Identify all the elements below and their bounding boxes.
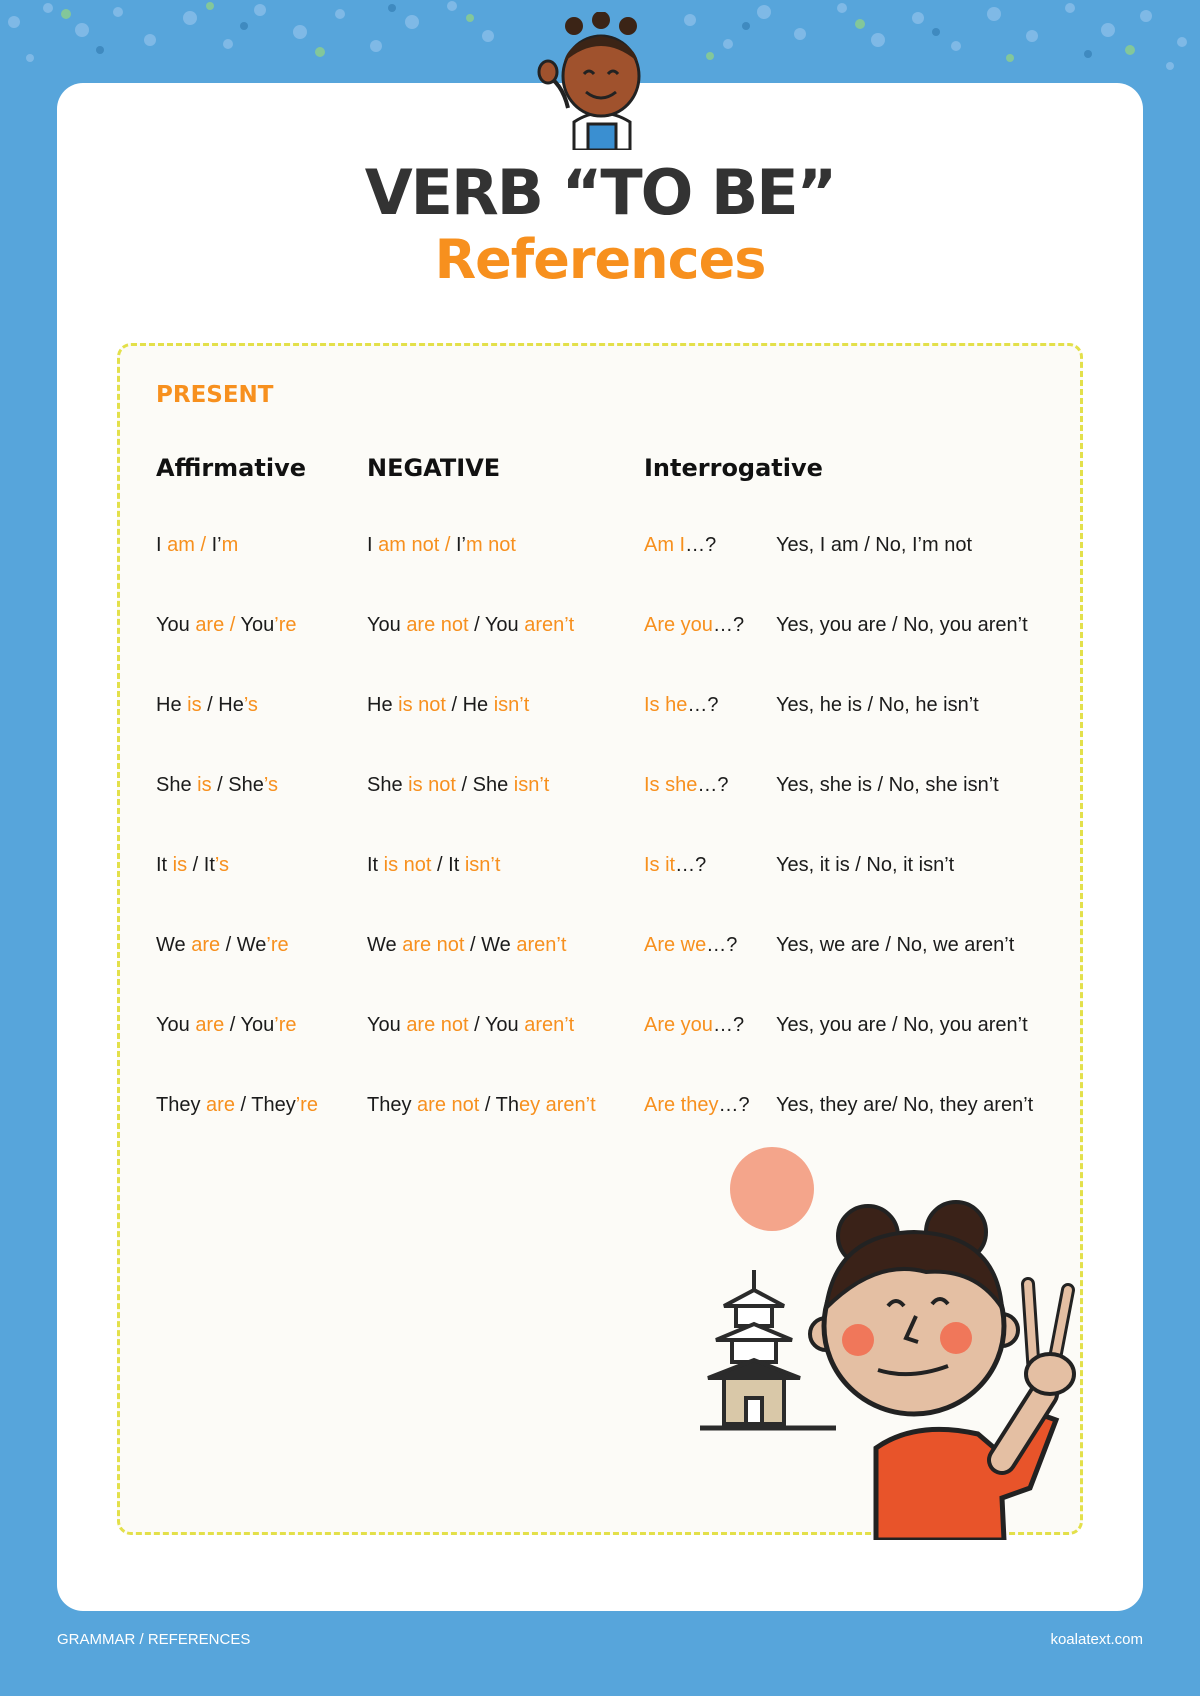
pronoun-text: You — [367, 1014, 407, 1036]
column-header-affirmative: Affirmative — [156, 454, 306, 482]
page-subtitle: References — [434, 228, 766, 291]
verb-form-highlight: are not — [402, 934, 465, 956]
pronoun-text: / He — [445, 694, 494, 716]
verb-form-highlight: ’s — [263, 774, 278, 796]
affirmative-cell — [156, 774, 278, 797]
pronoun-text: / She — [211, 774, 264, 796]
sun-icon — [729, 1146, 815, 1232]
verb-form-highlight: Is he — [644, 694, 688, 716]
pronoun-text: / She — [455, 774, 514, 796]
pronoun-text: / He — [201, 694, 244, 716]
short-answer-cell: Yes, it is / No, it isn’t — [776, 854, 955, 876]
affirmative-cell — [156, 934, 289, 957]
verb-form-highlight: are / — [195, 614, 241, 636]
short-answer-cell: Yes, you are / No, you aren’t — [776, 614, 1028, 636]
negative-cell — [367, 534, 516, 557]
pronoun-text: They — [367, 1094, 418, 1116]
pronoun-text: You — [156, 614, 196, 636]
verb-form-highlight: are not — [406, 1014, 469, 1036]
verb-form-highlight: Is she — [644, 774, 698, 796]
affirmative-cell — [156, 534, 238, 557]
pronoun-text: He — [156, 694, 188, 716]
pronoun-text: I’ — [455, 534, 466, 556]
verb-form-highlight: aren’t — [524, 1014, 575, 1036]
pronoun-text: / We — [464, 934, 517, 956]
verb-form-highlight: Are you — [644, 614, 713, 636]
interrogative-cell — [644, 534, 716, 557]
short-answer-cell: Yes, we are / No, we aren’t — [776, 934, 1015, 956]
pronoun-text: …? — [685, 534, 717, 556]
verb-form-highlight: am / — [167, 534, 212, 556]
verb-form-highlight: aren’t — [524, 614, 575, 636]
verb-form-highlight: ’s — [243, 694, 258, 716]
interrogative-cell — [644, 694, 718, 717]
pronoun-text: / We — [220, 934, 267, 956]
column-header-negative: NEGATIVE — [367, 454, 501, 482]
negative-cell — [367, 1094, 596, 1117]
negative-cell — [367, 854, 500, 877]
pronoun-text: It — [367, 854, 384, 876]
verb-form-highlight: Are you — [644, 1014, 713, 1036]
verb-form-highlight: are — [195, 1014, 225, 1036]
affirmative-cell — [156, 1094, 318, 1117]
verb-form-highlight: are not — [417, 1094, 480, 1116]
verb-form-highlight: are — [206, 1094, 235, 1116]
footer-website-link[interactable]: koalatext.com — [1050, 1631, 1143, 1648]
page-title: VERB “TO BE” — [364, 156, 836, 229]
verb-form-highlight: ey aren’t — [518, 1094, 596, 1116]
pronoun-text: She — [156, 774, 198, 796]
verb-form-highlight: Is it — [644, 854, 676, 876]
verb-form-highlight: isn’t — [464, 854, 501, 876]
verb-form-highlight: ’re — [274, 1014, 297, 1036]
verb-form-highlight: ’re — [266, 934, 289, 956]
interrogative-cell — [644, 774, 728, 797]
interrogative-cell — [644, 614, 744, 637]
verb-form-highlight: ’re — [295, 1094, 318, 1116]
pronoun-text: / They — [234, 1094, 296, 1116]
interrogative-cell — [644, 1094, 750, 1117]
pronoun-text: They — [156, 1094, 207, 1116]
verb-form-highlight: is — [187, 694, 202, 716]
pronoun-text: …? — [697, 774, 729, 796]
pronoun-text: We — [156, 934, 192, 956]
short-answer-cell: Yes, I am / No, I’m not — [776, 534, 973, 556]
pronoun-text: / It — [431, 854, 465, 876]
pronoun-text: He — [367, 694, 399, 716]
pronoun-text: / It — [187, 854, 215, 876]
pronoun-text: You — [240, 614, 275, 636]
affirmative-cell — [156, 854, 229, 877]
verb-form-highlight: is — [197, 774, 212, 796]
verb-form-highlight: am not / — [378, 534, 456, 556]
pronoun-text: …? — [718, 1094, 750, 1116]
negative-cell — [367, 694, 529, 717]
short-answer-cell: Yes, they are/ No, they aren’t — [776, 1094, 1034, 1116]
pronoun-text: …? — [706, 934, 738, 956]
peace-sign-girl-icon — [806, 1198, 1114, 1540]
pronoun-text: You — [156, 1014, 196, 1036]
short-answer-cell: Yes, he is / No, he isn’t — [776, 694, 979, 716]
pronoun-text: It — [156, 854, 173, 876]
pronoun-text: / You — [224, 1014, 275, 1036]
verb-form-highlight: ’s — [214, 854, 230, 876]
verb-form-highlight: m — [221, 534, 239, 556]
verb-form-highlight: Am I — [644, 534, 686, 556]
pronoun-text: You — [367, 614, 407, 636]
verb-form-highlight: isn’t — [493, 694, 530, 716]
pronoun-text: She — [367, 774, 409, 796]
short-answer-cell: Yes, you are / No, you aren’t — [776, 1014, 1028, 1036]
negative-cell — [367, 1014, 574, 1037]
waving-kid-icon — [534, 12, 668, 150]
verb-form-highlight: are — [191, 934, 221, 956]
verb-form-highlight: m not — [465, 534, 516, 556]
pronoun-text: I’ — [211, 534, 222, 556]
negative-cell — [367, 934, 566, 957]
pronoun-text: / You — [468, 1014, 525, 1036]
verb-form-highlight: Are we — [644, 934, 707, 956]
verb-form-highlight: are not — [406, 614, 469, 636]
verb-form-highlight: is not — [383, 854, 432, 876]
affirmative-cell — [156, 694, 258, 717]
negative-cell — [367, 774, 549, 797]
interrogative-cell — [644, 1014, 744, 1037]
footer-category: GRAMMAR / REFERENCES — [57, 1631, 251, 1648]
verb-form-highlight: is — [172, 854, 188, 876]
interrogative-cell — [644, 934, 737, 957]
short-answer-cell: Yes, she is / No, she isn’t — [776, 774, 999, 796]
interrogative-cell — [644, 854, 706, 877]
verb-form-highlight: ’re — [274, 614, 297, 636]
affirmative-cell — [156, 614, 297, 637]
verb-form-highlight: Are they — [644, 1094, 719, 1116]
pronoun-text: …? — [712, 614, 745, 636]
verb-form-highlight: is not — [408, 774, 456, 796]
pronoun-text: I — [156, 534, 168, 556]
verb-form-highlight: is not — [398, 694, 446, 716]
affirmative-cell — [156, 1014, 297, 1037]
pronoun-text: / Th — [479, 1094, 519, 1116]
section-label: PRESENT — [156, 382, 274, 408]
pronoun-text: We — [367, 934, 403, 956]
pronoun-text: …? — [675, 854, 707, 876]
column-header-interrogative: Interrogative — [644, 454, 823, 482]
pronoun-text: …? — [712, 1014, 745, 1036]
pronoun-text: I — [367, 534, 379, 556]
pronoun-text: …? — [687, 694, 719, 716]
pronoun-text: / You — [468, 614, 525, 636]
verb-form-highlight: isn’t — [513, 774, 550, 796]
verb-form-highlight: aren’t — [516, 934, 567, 956]
negative-cell — [367, 614, 574, 637]
